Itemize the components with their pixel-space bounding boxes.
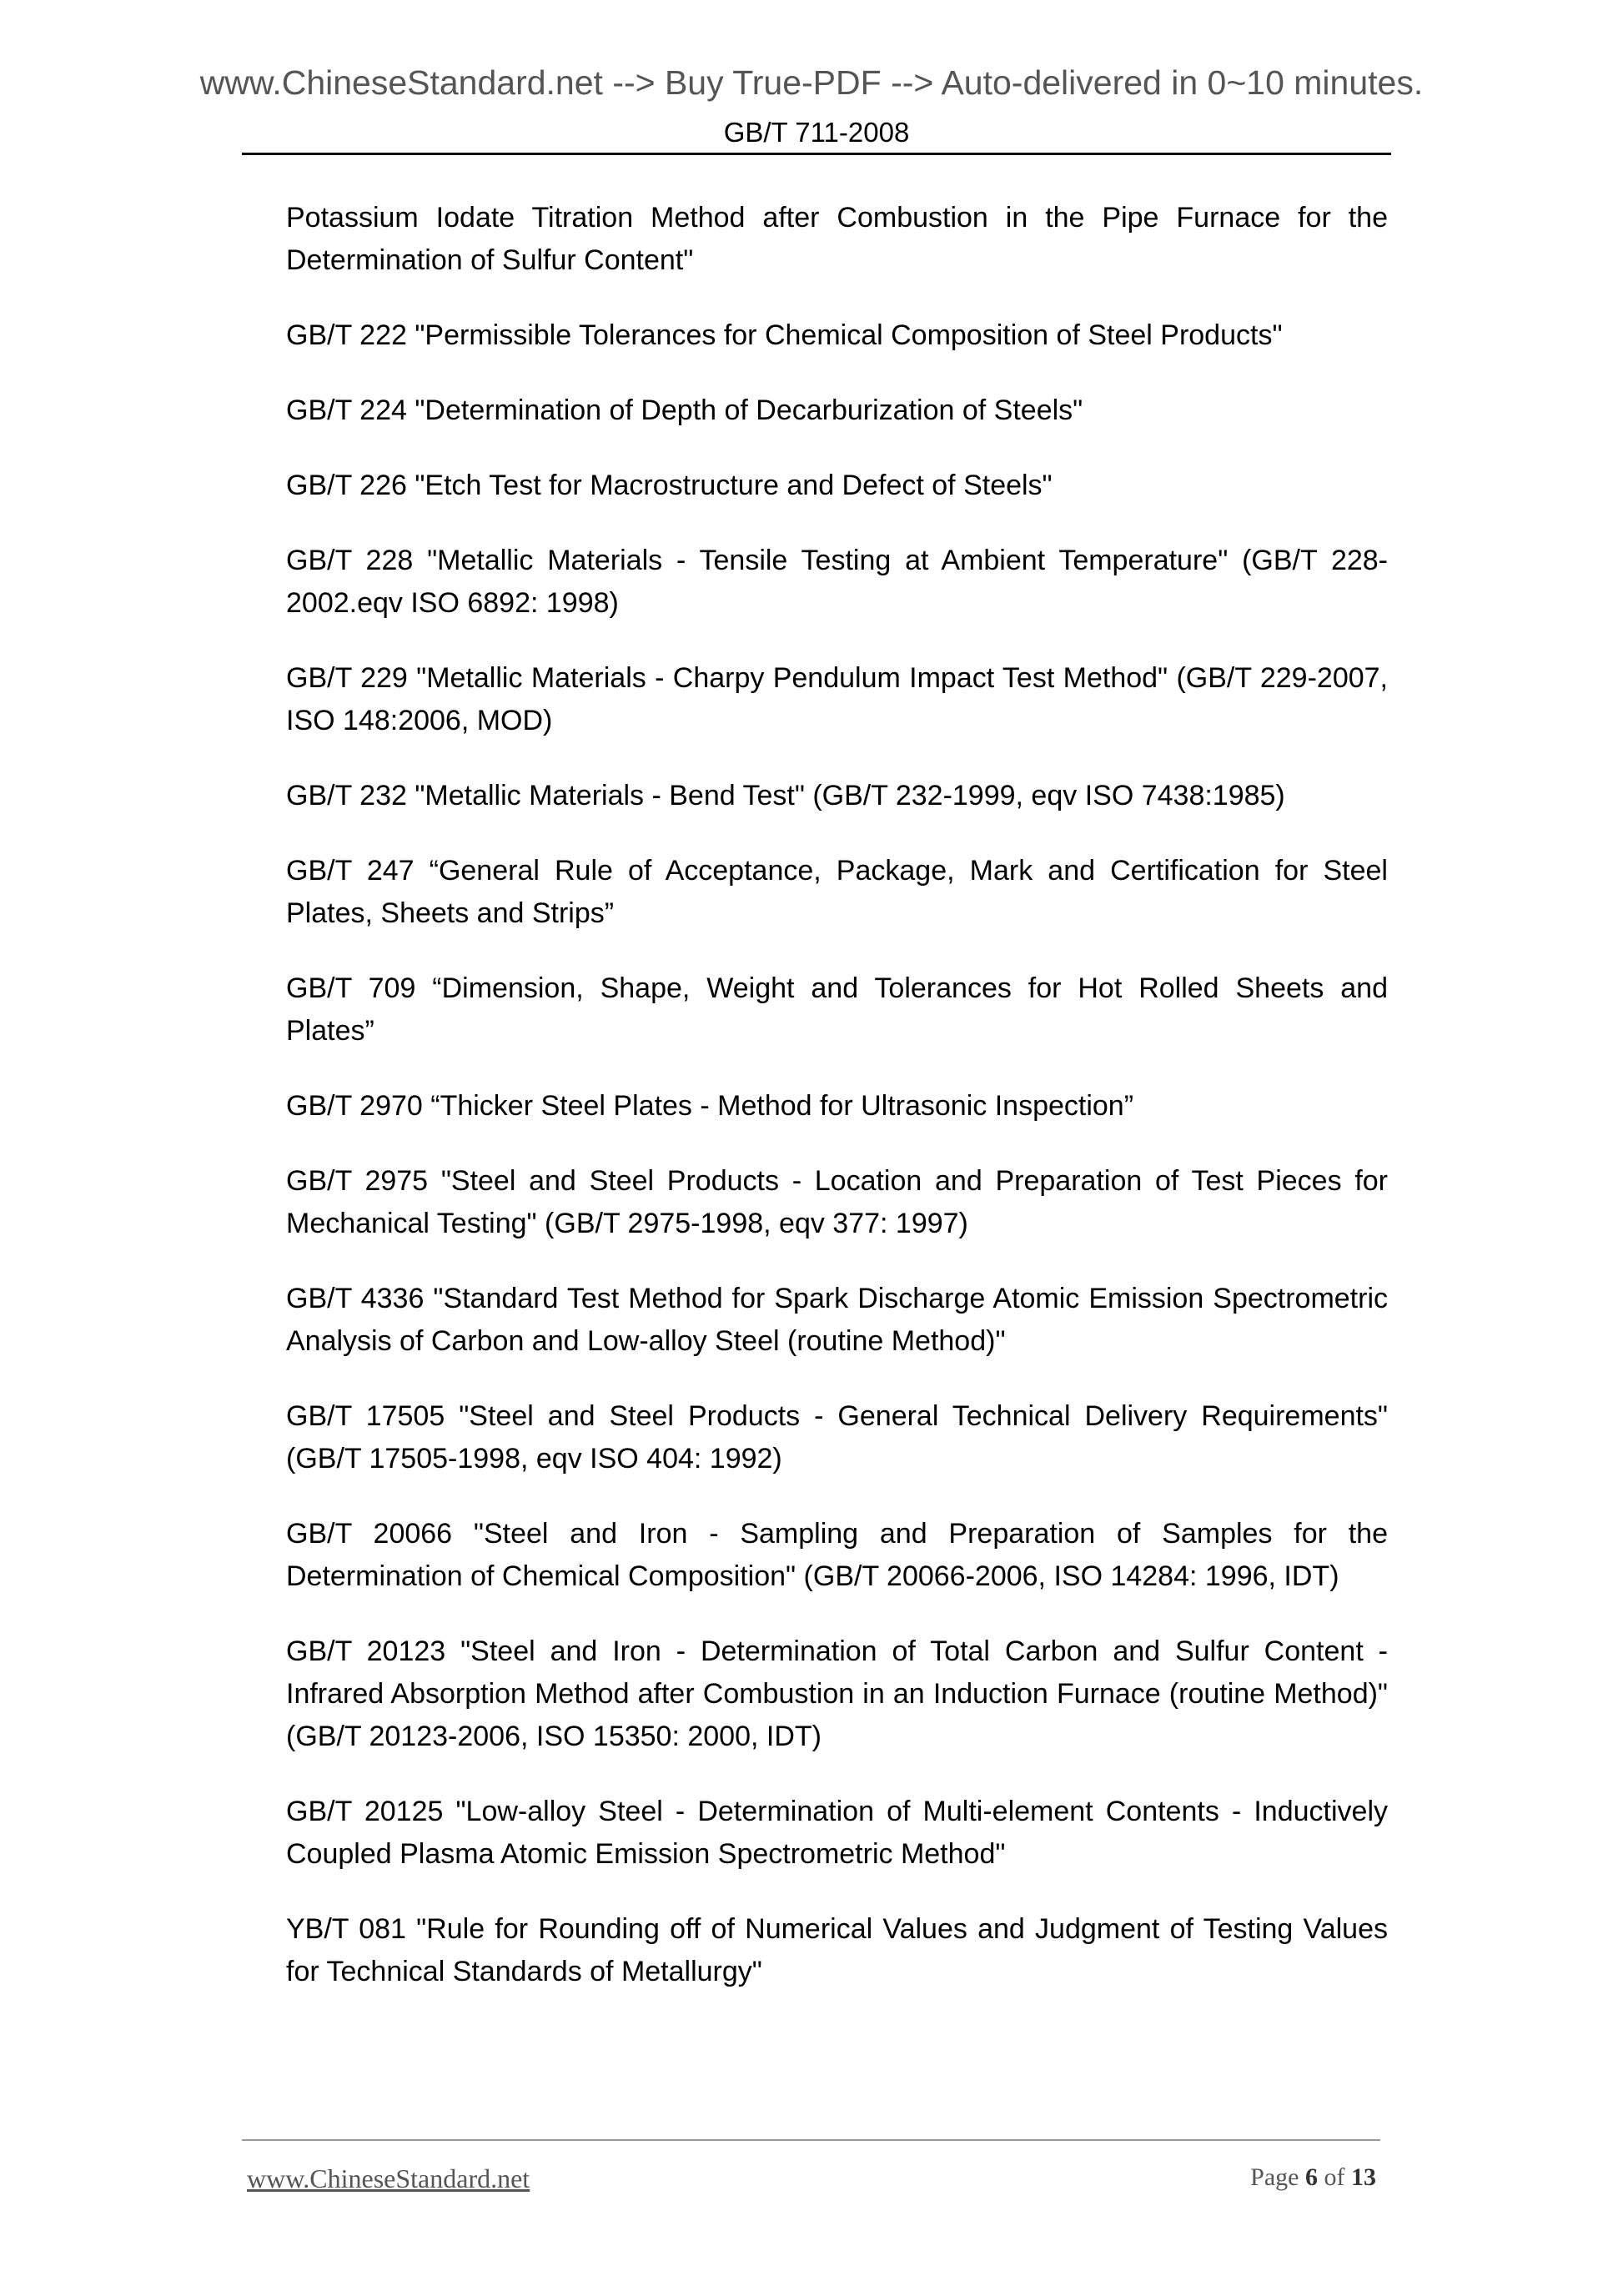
reference-paragraph: GB/T 224 "Determination of Depth of Decarburization of Steels" [286, 394, 1083, 426]
reference-paragraph: GB/T 20125 "Low-alloy Steel - Determination of Multi-element Contents - Inductively Coupled Plasma Atomic Emission Spectrometric Method" [286, 1796, 1388, 1870]
reference-paragraph: Potassium Iodate Titration Method after Combustion in the Pipe Furnace for the Determination of Sulfur Content" [286, 202, 1388, 276]
reference-paragraph: GB/T 709 “Dimension, Shape, Weight and Tolerances for Hot Rolled Sheets and Plates” [286, 972, 1388, 1047]
page-of: of [1324, 2163, 1345, 2191]
document-body [286, 197, 1388, 2026]
reference-paragraph: GB/T 229 "Metallic Materials - Charpy Pendulum Impact Test Method" (GB/T 229-2007, ISO 148:2006, MOD) [286, 662, 1388, 736]
reference-paragraph: GB/T 20123 "Steel and Iron - Determination of Total Carbon and Sulfur Content - Infrared Absorption Method after Combustion in an Induction Furnace (routine Method)" (GB/T 20123-2006, ISO 15350: 2000, IDT) [286, 1635, 1388, 1752]
reference-paragraph: GB/T 222 "Permissible Tolerances for Chemical Composition of Steel Products" [286, 319, 1283, 351]
standard-number: GB/T 711-2008 [723, 117, 910, 148]
reference-paragraph: GB/T 232 "Metallic Materials - Bend Test" (GB/T 232-1999, eqv ISO 7438:1985) [286, 780, 1285, 811]
header-banner: www.ChineseStandard.net --> Buy True-PDF --> Auto-delivered in 0~10 minutes. [199, 63, 1424, 102]
reference-paragraph: GB/T 228 "Metallic Materials - Tensile Testing at Ambient Temperature" (GB/T 228-2002.eqv ISO 6892: 1998) [286, 545, 1388, 619]
reference-paragraph: GB/T 2970 “Thicker Steel Plates - Method for Ultrasonic Inspection” [286, 1090, 1134, 1122]
page-prefix: Page [1250, 2163, 1299, 2191]
reference-paragraph: GB/T 2975 "Steel and Steel Products - Location and Preparation of Test Pieces for Mechanical Testing" (GB/T 2975-1998, eqv 377: 1997) [286, 1165, 1388, 1239]
reference-paragraph: GB/T 247 “General Rule of Acceptance, Package, Mark and Certification for Steel Plates, Sheets and Strips” [286, 855, 1388, 929]
page-total: 13 [1351, 2163, 1376, 2191]
reference-paragraph: GB/T 17505 "Steel and Steel Products - General Technical Delivery Requirements" (GB/T 17505-1998, eqv ISO 404: 1992) [286, 1400, 1388, 1475]
page-indicator [1168, 2163, 1376, 2192]
header-divider [242, 153, 1391, 155]
footer-divider [242, 2139, 1380, 2141]
reference-paragraph: YB/T 081 "Rule for Rounding off of Numerical Values and Judgment of Testing Values for Technical Standards of Metallurgy" [286, 1913, 1388, 1987]
reference-paragraph: GB/T 4336 "Standard Test Method for Spark Discharge Atomic Emission Spectrometric Analysis of Carbon and Low-alloy Steel (routine Method)" [286, 1283, 1388, 1357]
page-current: 6 [1305, 2163, 1318, 2191]
footer-website-link[interactable]: www.ChineseStandard.net [247, 2163, 530, 2193]
reference-paragraph: GB/T 20066 "Steel and Iron - Sampling and Preparation of Samples for the Determination of Chemical Composition" (GB/T 20066-2006, ISO 14284: 1996, IDT) [286, 1518, 1388, 1592]
reference-paragraph: GB/T 226 "Etch Test for Macrostructure and Defect of Steels" [286, 470, 1053, 501]
